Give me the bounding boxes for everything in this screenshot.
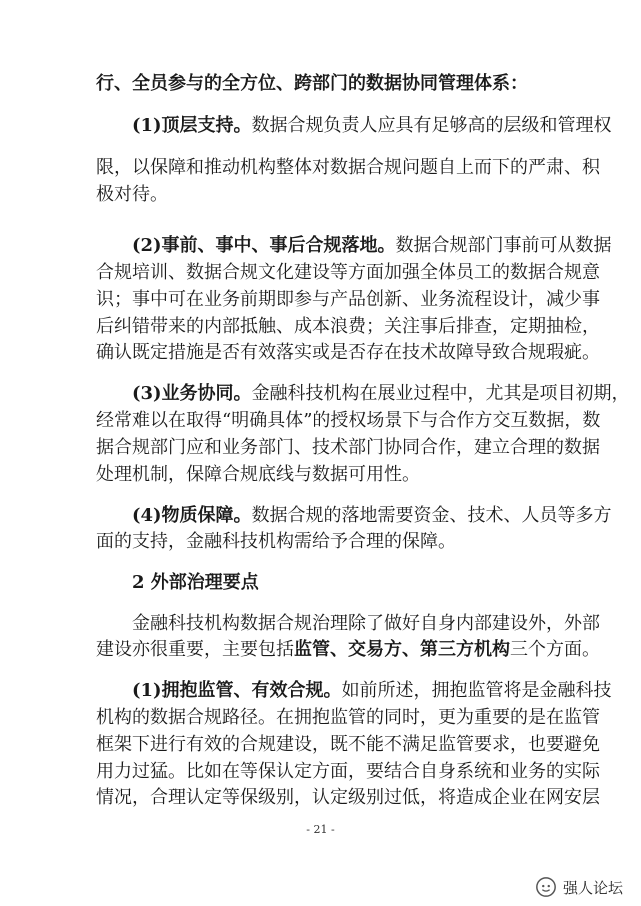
text-line bbox=[96, 289, 600, 311]
text-line bbox=[96, 639, 600, 661]
body-text: 金融科技机构数据合规治理除了做好自身内部建设外，外部 bbox=[132, 613, 600, 634]
bold-text: 行、全员参与的全方位、跨部门的数据协同管理体系： bbox=[96, 73, 528, 94]
text-line bbox=[132, 505, 612, 527]
body-text: 数据合规负责人应具有足够高的层级和管理权 bbox=[251, 115, 612, 136]
body-text: 经常难以在取得“明确具体”的授权场景下与合作方交互数据，数 bbox=[96, 410, 601, 431]
body-text: 三个方面。 bbox=[510, 639, 600, 660]
text-line bbox=[96, 262, 600, 284]
body-text: 限，以保障和推动机构整体对数据合规问题自上而下的严肃、积 bbox=[96, 157, 600, 178]
text-line bbox=[96, 73, 556, 95]
body-text: 数据合规部门事前可从数据 bbox=[395, 235, 612, 256]
section-heading bbox=[132, 572, 259, 594]
text-line bbox=[96, 184, 556, 206]
body-text: 机构的数据合规路径。在拥抱监管的同时，更为重要的是在监管 bbox=[96, 707, 600, 728]
body-text: 极对待。 bbox=[96, 184, 168, 205]
text-line bbox=[96, 157, 600, 179]
body-text: 框架下进行有效的合规建设，既不能不满足监管要求，也要避免 bbox=[96, 734, 600, 755]
wechat-icon bbox=[535, 876, 557, 898]
text-line bbox=[132, 680, 612, 702]
body-text: 建设亦很重要，主要包括 bbox=[96, 639, 294, 660]
text-line bbox=[96, 761, 600, 783]
text-line bbox=[132, 613, 600, 635]
bold-text: (1)顶层支持。 bbox=[132, 115, 252, 136]
body-text: 面的支持，金融科技机构需给予合理的保障。 bbox=[96, 531, 456, 552]
body-text: 如前所述，拥抱监管将是金融科技 bbox=[341, 680, 612, 701]
body-text: 据合规部门应和业务部门、技术部门协同合作，建立合理的数据 bbox=[96, 437, 600, 458]
text-line bbox=[96, 531, 556, 553]
bold-text: 2 外部治理要点 bbox=[132, 572, 259, 593]
text-line bbox=[96, 437, 600, 459]
text-line bbox=[96, 464, 556, 486]
text-line bbox=[96, 410, 601, 432]
body-text: 后纠错带来的内部抵触、成本浪费；关注事后排查，定期抽检， bbox=[96, 316, 600, 337]
body-text: 确认既定措施是否有效落实或是否存在技术故障导致合规瑕疵。 bbox=[96, 342, 600, 363]
text-line bbox=[96, 316, 600, 338]
text-line bbox=[132, 115, 612, 137]
text-line bbox=[96, 707, 600, 729]
body-text: 处理机制，保障合规底线与数据可用性。 bbox=[96, 464, 420, 485]
text-line bbox=[96, 734, 600, 756]
bold-text: (2)事前、事中、事后合规落地。 bbox=[132, 235, 396, 256]
body-text: 识；事中可在业务前期即参与产品创新、业务流程设计，减少事 bbox=[96, 289, 600, 310]
body-text: 合规培训、数据合规文化建设等方面加强全体员工的数据合规意 bbox=[96, 262, 600, 283]
bold-text: (3)业务协同。 bbox=[132, 383, 252, 404]
text-line bbox=[96, 787, 600, 809]
body-text: 金融科技机构在展业过程中，尤其是项目初期， bbox=[251, 383, 630, 404]
text-line bbox=[96, 342, 600, 364]
body-text: 情况，合理认定等保级别，认定级别过低，将造成企业在网安层 bbox=[96, 787, 600, 808]
body-text: 用力过猛。比如在等保认定方面，要结合自身系统和业务的实际 bbox=[96, 761, 600, 782]
bold-text: (1)拥抱监管、有效合规。 bbox=[132, 680, 342, 701]
watermark-logo bbox=[535, 876, 623, 898]
text-line bbox=[132, 235, 612, 257]
page-number: - 21 - bbox=[306, 823, 335, 836]
body-text: 数据合规的落地需要资金、技术、人员等多方 bbox=[251, 505, 612, 526]
bold-text: (4)物质保障。 bbox=[132, 505, 252, 526]
text-line bbox=[132, 383, 630, 405]
bold-text: 监管、交易方、第三方机构 bbox=[294, 639, 510, 660]
watermark-text: 强人论坛 bbox=[562, 878, 623, 897]
